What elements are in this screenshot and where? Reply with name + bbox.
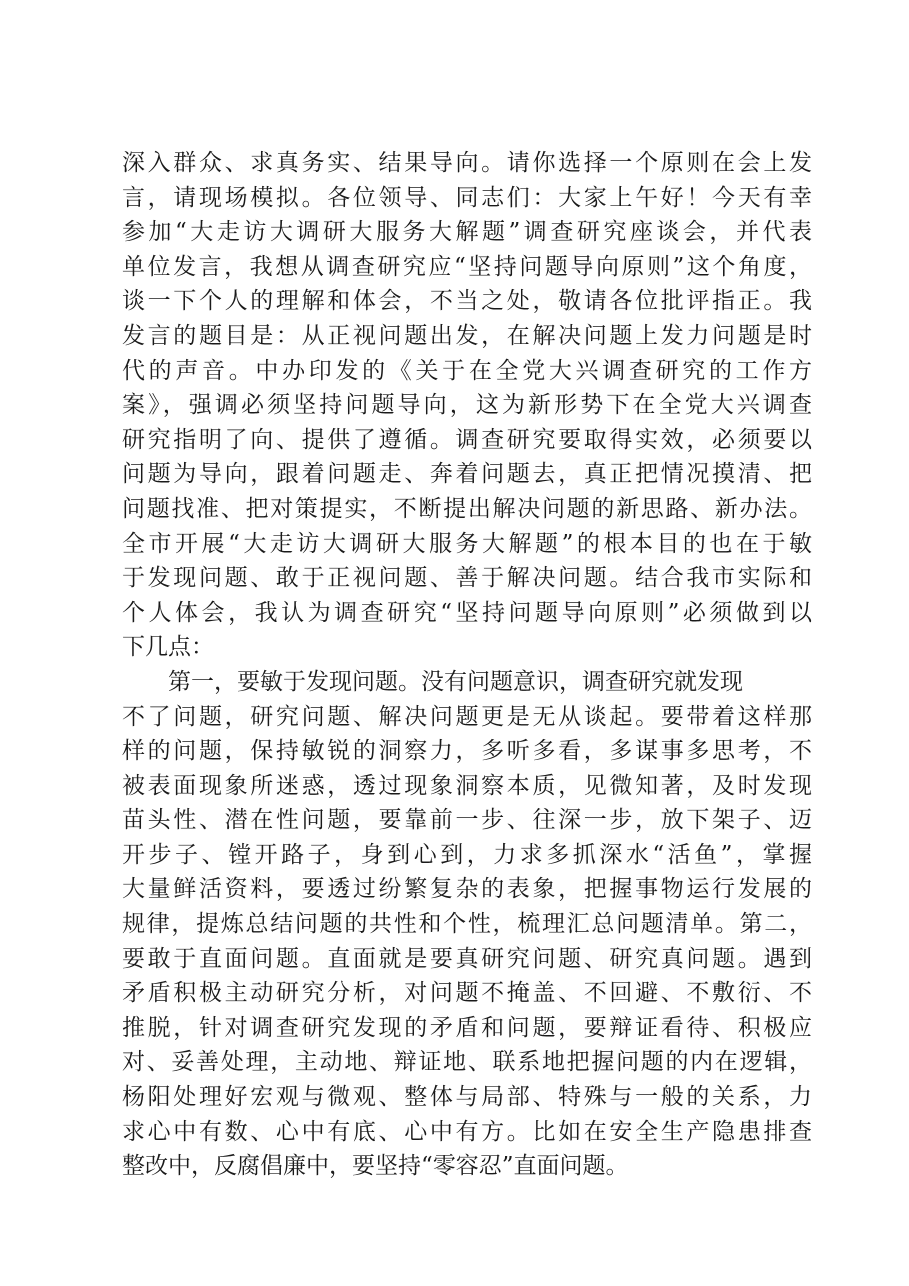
text-line: 个人体会，我认为调查研究“坚持问题导向原则”必须做到以 [122, 599, 812, 626]
text-line: 开步子、镗开路子，身到心到，力求多抓深水“活鱼”，掌握 [122, 841, 812, 868]
text-line: 要敢于直面问题。直面就是要真研究问题、研究真问题。遇到 [122, 945, 812, 972]
text-line: 言，请现场模拟。各位领导、同志们：大家上午好！今天有幸 [122, 184, 812, 211]
text-line: 代的声音。中办印发的《关于在全党大兴调查研究的工作方 [122, 357, 812, 384]
text-line: 问题为导向，跟着问题走、奔着问题去，真正把情况摸清、把 [122, 461, 812, 488]
text-line: 不了问题，研究问题、解决问题更是无从谈起。要带着这样那 [122, 703, 812, 730]
document-body [122, 146, 812, 1184]
text-line: 矛盾积极主动研究分析，对问题不掩盖、不回避、不敷衍、不 [122, 980, 812, 1007]
text-line: 问题找准、把对策提实，不断提出解决问题的新思路、新办法。 [122, 495, 812, 522]
text-line: 样的问题，保持敏锐的洞察力，多听多看，多谋事多思考，不 [122, 738, 812, 765]
text-line: 发言的题目是：从正视问题出发，在解决问题上发力问题是时 [122, 322, 812, 349]
text-line: 规律，提炼总结问题的共性和个性，梳理汇总问题清单。第二， [122, 911, 812, 938]
text-line: 谈一下个人的理解和体会，不当之处，敬请各位批评指正。我 [122, 288, 812, 315]
text-line: 第一，要敏于发现问题。没有问题意识，调查研究就发现 [168, 668, 743, 695]
text-line: 杨阳处理好宏观与微观、整体与局部、特殊与一般的关系，力 [122, 1084, 812, 1111]
text-line: 苗头性、潜在性问题，要靠前一步、往深一步，放下架子、迈 [122, 807, 812, 834]
text-line: 研究指明了向、提供了遵循。调查研究要取得实效，必须要以 [122, 426, 812, 453]
text-line: 被表面现象所迷惑，透过现象洞察本质，见微知著，及时发现 [122, 772, 812, 799]
text-line: 推脱，针对调查研究发现的矛盾和问题，要辩证看待、积极应 [122, 1014, 812, 1041]
text-line: 对、妥善处理，主动地、辩证地、联系地把握问题的内在逻辑， [122, 1049, 812, 1076]
text-line: 于发现问题、敢于正视问题、善于解决问题。结合我市实际和 [122, 565, 812, 592]
text-line: 整改中，反腐倡廉中，要坚持“零容忍”直面问题。 [122, 1153, 629, 1180]
text-line: 求心中有数、心中有底、心中有方。比如在安全生产隐患排查 [122, 1118, 812, 1145]
text-line: 单位发言，我想从调查研究应“坚持问题导向原则”这个角度， [122, 253, 812, 280]
text-line: 大量鲜活资料，要透过纷繁复杂的表象，把握事物运行发展的 [122, 876, 812, 903]
text-line: 下几点： [122, 634, 214, 661]
text-line: 深入群众、求真务实、结果导向。请你选择一个原则在会上发 [122, 150, 812, 176]
text-line: 全市开展“大走访大调研大服务大解题”的根本目的也在于敏 [122, 530, 812, 557]
text-line: 参加“大走访大调研大服务大解题”调查研究座谈会，并代表 [122, 219, 812, 246]
text-line: 案》，强调必须坚持问题导向，这为新形势下在全党大兴调查 [122, 392, 812, 419]
